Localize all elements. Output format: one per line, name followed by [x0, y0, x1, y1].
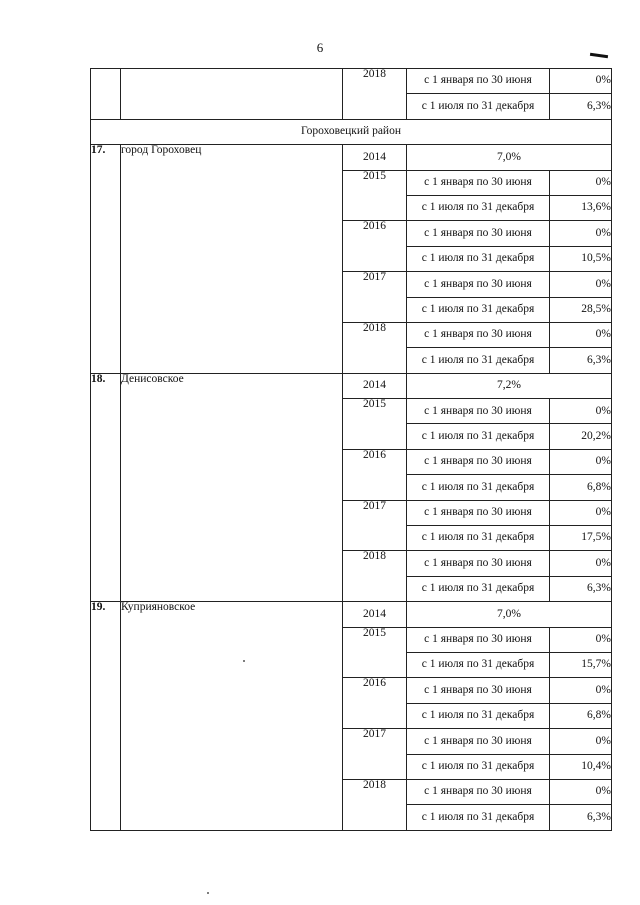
period-cell: с 1 января по 30 июня [407, 779, 550, 804]
rate-cell: 0% [550, 449, 612, 474]
annual-rate-cell: 7,2% [407, 373, 612, 398]
scan-speck [207, 892, 209, 894]
row-number-cell: 19. [91, 602, 121, 831]
table-row [91, 69, 612, 94]
rate-cell: 0% [550, 779, 612, 804]
rate-cell: 0% [550, 500, 612, 525]
rate-cell: 28,5% [550, 297, 612, 322]
annual-rate-cell: 7,0% [407, 145, 612, 170]
year-cell: 2017 [343, 500, 407, 551]
rate-cell: 17,5% [550, 526, 612, 551]
rate-cell: 6,3% [550, 348, 612, 373]
period-cell: с 1 июля по 31 декабря [407, 424, 550, 449]
rate-cell: 10,4% [550, 754, 612, 779]
table-row [91, 373, 612, 398]
period-cell: с 1 июля по 31 декабря [407, 297, 550, 322]
table-body [91, 69, 612, 831]
period-cell: с 1 января по 30 июня [407, 399, 550, 424]
period-cell: с 1 июля по 31 декабря [407, 246, 550, 271]
settlement-name-cell: город Гороховец [121, 145, 343, 374]
settlement-name-cell [121, 69, 343, 120]
year-cell: 2015 [343, 399, 407, 450]
year-cell: 2018 [343, 551, 407, 602]
district-name: Гороховецкий район [91, 119, 612, 144]
period-cell: с 1 июля по 31 декабря [407, 754, 550, 779]
row-number-cell: 18. [91, 373, 121, 602]
period-cell: с 1 января по 30 июня [407, 678, 550, 703]
rate-cell: 6,3% [550, 805, 612, 830]
year-cell: 2016 [343, 678, 407, 729]
page-number: 6 [316, 40, 324, 55]
period-cell: с 1 июля по 31 декабря [407, 703, 550, 728]
year-cell: 2018 [343, 779, 407, 830]
period-cell: с 1 января по 30 июня [407, 449, 550, 474]
rate-cell: 6,8% [550, 703, 612, 728]
period-cell: с 1 января по 30 июня [407, 322, 550, 347]
rate-cell: 20,2% [550, 424, 612, 449]
tariff-table [90, 68, 612, 831]
period-cell: с 1 января по 30 июня [407, 729, 550, 754]
period-cell: с 1 июля по 31 декабря [407, 195, 550, 220]
year-cell: 2014 [343, 373, 407, 398]
period-cell: с 1 июля по 31 декабря [407, 348, 550, 373]
rate-cell: 6,3% [550, 576, 612, 601]
rate-cell: 0% [550, 322, 612, 347]
year-cell: 2017 [343, 272, 407, 323]
period-cell: с 1 января по 30 июня [407, 170, 550, 195]
year-cell: 2016 [343, 449, 407, 500]
rate-cell: 0% [550, 551, 612, 576]
year-cell: 2016 [343, 221, 407, 272]
year-cell: 2015 [343, 627, 407, 678]
rate-cell: 13,6% [550, 195, 612, 220]
district-header-row [91, 119, 612, 144]
table-row [91, 602, 612, 627]
year-cell: 2017 [343, 729, 407, 780]
rate-cell: 0% [550, 678, 612, 703]
period-cell: с 1 июля по 31 декабря [407, 805, 550, 830]
settlement-name-cell: Куприяновское [121, 602, 343, 831]
rate-cell: 0% [550, 170, 612, 195]
rate-cell: 0% [550, 272, 612, 297]
year-cell: 2018 [343, 69, 407, 120]
rate-cell: 15,7% [550, 652, 612, 677]
period-cell: с 1 июля по 31 декабря [407, 526, 550, 551]
year-cell: 2015 [343, 170, 407, 221]
rate-cell: 0% [550, 627, 612, 652]
rate-cell: 10,5% [550, 246, 612, 271]
rate-cell: 0% [550, 729, 612, 754]
table-row [91, 145, 612, 170]
rate-cell: 0% [550, 221, 612, 246]
row-number-cell [91, 69, 121, 120]
period-cell: с 1 июля по 31 декабря [407, 475, 550, 500]
period-cell: с 1 января по 30 июня [407, 627, 550, 652]
settlement-name-cell: Денисовское [121, 373, 343, 602]
period-cell: с 1 января по 30 июня [407, 272, 550, 297]
period-cell: с 1 июля по 31 декабря [407, 652, 550, 677]
period-cell: с 1 января по 30 июня [407, 551, 550, 576]
period-cell: с 1 января по 30 июня [407, 69, 550, 94]
rate-cell: 0% [550, 399, 612, 424]
period-cell: с 1 января по 30 июня [407, 221, 550, 246]
period-cell: с 1 января по 30 июня [407, 500, 550, 525]
rate-cell: 0% [550, 69, 612, 94]
rate-cell: 6,8% [550, 475, 612, 500]
period-cell: с 1 июля по 31 декабря [407, 576, 550, 601]
annual-rate-cell: 7,0% [407, 602, 612, 627]
year-cell: 2018 [343, 322, 407, 373]
row-number-cell: 17. [91, 145, 121, 374]
year-cell: 2014 [343, 602, 407, 627]
rate-cell: 6,3% [550, 94, 612, 119]
year-cell: 2014 [343, 145, 407, 170]
period-cell: с 1 июля по 31 декабря [407, 94, 550, 119]
